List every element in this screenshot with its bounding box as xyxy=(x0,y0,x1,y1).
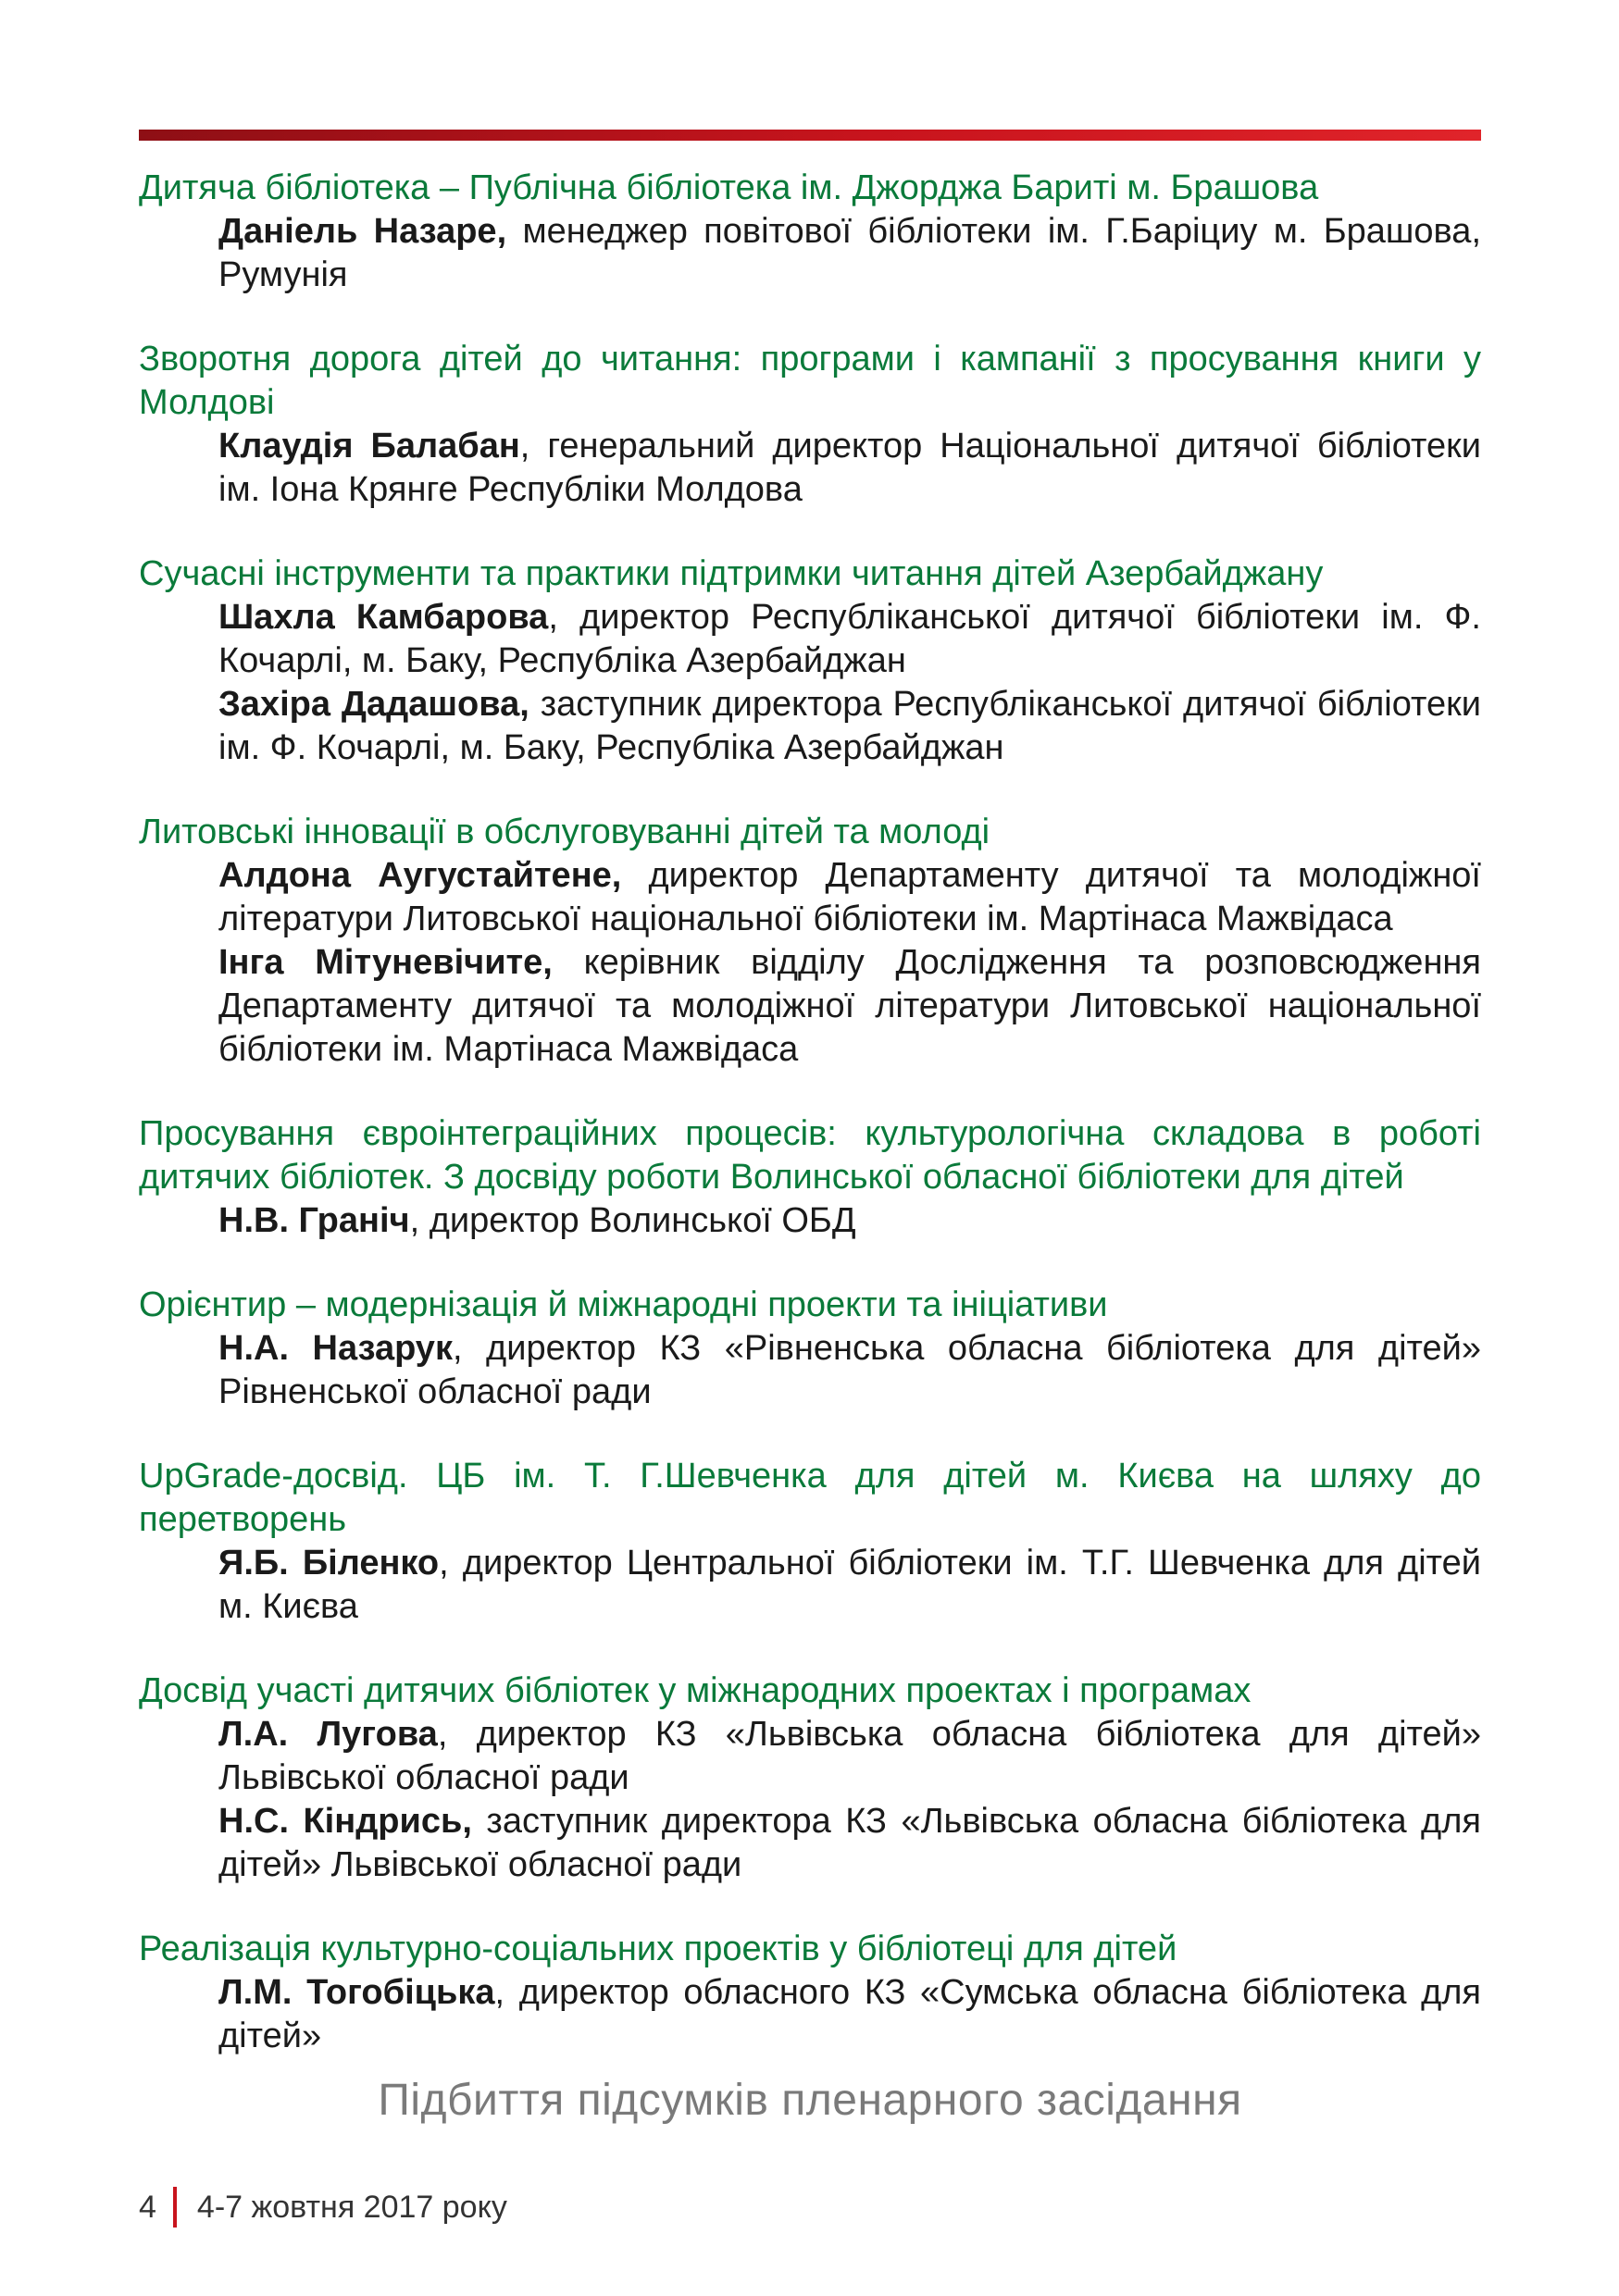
speaker-name: Клаудія Балабан xyxy=(218,427,520,465)
speaker-role: заступник директора КЗ «Львівська обласна бібліотека для дітей» Львівської обласної ради xyxy=(218,1802,1481,1884)
speaker-name: Алдона Аугустайтене, xyxy=(218,856,622,895)
program-section xyxy=(139,1928,1481,2058)
speaker-entry xyxy=(218,854,1481,941)
speaker-role: менеджер повітової бібліотеки ім. Г.Баріциу м. Брашова, Румунія xyxy=(218,212,1482,294)
closing-heading: Підбиття підсумків пленарного засідання xyxy=(378,2076,1242,2125)
speaker-name: Л.А. Лугова xyxy=(218,1715,438,1754)
page-number: 4 xyxy=(139,2189,156,2225)
speaker-entry xyxy=(218,683,1481,770)
speaker-name: Л.М. Тогобіцька xyxy=(218,1973,495,2012)
speaker-role: , директор Центральної бібліотеки ім. Т.Г. Шевченка для дітей м. Києва xyxy=(218,1544,1482,1626)
event-date: 4-7 жовтня 2017 року xyxy=(196,2189,507,2225)
section-title: Досвід участі дитячих бібліотек у міжнародних проектах і програмах xyxy=(139,1671,1252,1710)
speaker-role: директор Департаменту дитячої та молодіжної літератури Литовської національної бібліотеки ім. Мартінаса Мажвідаса xyxy=(218,856,1481,938)
speaker-role: заступник директора Республіканської дитячої бібліотеки ім. Ф. Кочарлі, м. Баку, Республіка Азербайджан xyxy=(218,685,1481,767)
program-section xyxy=(139,1455,1481,1629)
section-title: Зворотня дорога дітей до читання: програми і кампанії з просування книги у Молдові xyxy=(139,340,1481,422)
speaker-role: керівник відділу Дослідження та розповсюдження Департаменту дитячої та молодіжної літератури Литовської національної бібліотеки ім. Мартінаса Мажвідаса xyxy=(218,943,1481,1069)
program-content xyxy=(139,167,1481,2099)
section-title: Литовські інновації в обслуговуванні дітей та молоді xyxy=(139,813,990,851)
speaker-name: Захіра Дадашова, xyxy=(218,685,529,724)
program-section xyxy=(139,811,1481,1072)
section-title: Просування євроінтеграційних процесів: культурологічна складова в роботі дитячих бібліотек. З досвіду роботи Волинської обласної бібліотеки для дітей xyxy=(139,1114,1481,1197)
section-title: Реалізація культурно-соціальних проектів у бібліотеці для дітей xyxy=(139,1930,1177,1968)
speaker-entry xyxy=(218,1327,1481,1414)
speaker-name: Я.Б. Біленко xyxy=(218,1544,440,1582)
speaker-entry xyxy=(218,596,1481,683)
speaker-name: Даніель Назаре, xyxy=(218,212,507,251)
speaker-entry xyxy=(218,1199,1481,1243)
speaker-entry xyxy=(218,1713,1481,1800)
speaker-name: Шахла Камбарова xyxy=(218,598,549,637)
program-section xyxy=(139,1669,1481,1887)
speaker-role: , директор Волинської ОБД xyxy=(409,1201,856,1240)
program-section xyxy=(139,1112,1481,1243)
section-title: UpGrade-досвід. ЦБ ім. Т. Г.Шевченка для дітей м. Києва на шляху до перетворень xyxy=(139,1457,1481,1539)
speaker-entry xyxy=(218,425,1481,512)
speaker-role: , директор КЗ «Рівненська обласна бібліотека для дітей» Рівненської обласної ради xyxy=(218,1329,1482,1411)
speaker-role: , директор обласного КЗ «Сумська обласна бібліотека для дітей» xyxy=(218,1973,1482,2055)
speaker-entry xyxy=(218,1971,1481,2058)
program-section xyxy=(139,1284,1481,1414)
speaker-name: Н.А. Назарук xyxy=(218,1329,453,1368)
program-section xyxy=(139,167,1481,297)
program-section xyxy=(139,552,1481,770)
section-title: Сучасні інструменти та практики підтримки читання дітей Азербайджану xyxy=(139,554,1324,593)
speaker-entry xyxy=(218,1800,1481,1887)
speaker-entry xyxy=(218,1542,1481,1629)
top-rule xyxy=(139,130,1481,141)
speaker-role: , генеральний директор Національної дитячої бібліотеки ім. Іона Крянге Республіки Молдова xyxy=(218,427,1481,509)
speaker-name: Н.С. Кіндрись, xyxy=(218,1802,472,1841)
section-title: Орієнтир – модернізація й міжнародні проекти та ініціативи xyxy=(139,1285,1108,1324)
speaker-entry xyxy=(218,941,1481,1072)
page-footer xyxy=(139,2184,507,2230)
speaker-name: Інга Мітуневічите, xyxy=(218,943,553,982)
speaker-role: , директор Республіканської дитячої бібліотеки ім. Ф. Кочарлі, м. Баку, Республіка Азербайджан xyxy=(218,598,1481,680)
speaker-role: , директор КЗ «Львівська обласна бібліотека для дітей» Львівської обласної ради xyxy=(218,1715,1481,1797)
program-section xyxy=(139,338,1481,512)
speaker-entry xyxy=(218,210,1481,297)
section-title: Дитяча бібліотека – Публічна бібліотека ім. Джорджа Бариті м. Брашова xyxy=(139,168,1319,207)
footer-divider xyxy=(173,2187,177,2228)
speaker-name: Н.В. Граніч xyxy=(218,1201,410,1240)
